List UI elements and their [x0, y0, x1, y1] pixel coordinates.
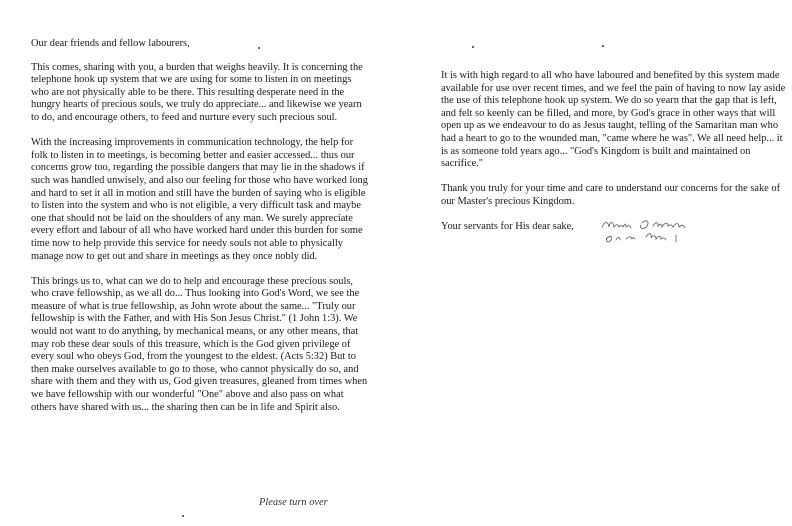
- scan-speck: [182, 515, 184, 517]
- scan-speck: [472, 46, 474, 48]
- handwritten-signatures: [598, 217, 758, 249]
- left-paragraph-1: This comes, sharing with you, a burden that weighs heavily. It is concerning the telephone hook up system that we are using for some to listen in on meetings who are not physically able to be there. This resulting desperate need in the hungry hearts of precious souls, we truly do appreciate... and likewise we yearn to do, and encourage others, to feed and nurture every such precious soul.: [31, 61, 363, 123]
- scan-speck: [258, 47, 260, 49]
- closing-row: [441, 221, 786, 251]
- salutation: Our dear friends and fellow labourers,: [31, 38, 190, 49]
- letter-left-column: [31, 38, 371, 427]
- closing-line: Your servants for His dear sake,: [441, 221, 574, 233]
- turn-over-note: Please turn over: [259, 497, 328, 508]
- left-paragraph-3: This brings us to, what can we do to help and encourage these precious souls, who crave fellowship, as we all do... Thus looking into God's Word, we see the measure of what is true fellowship, as John wrote about the same... "Truly our fellowship is with the Father, and with His Son Jesus Christ." (1 John 1:3). We would not want to do anything, by mechanical means, or any other means, that may rob these dear souls of this treasure, which is the God given privilege of every soul who obeys God, from the youngest to the eldest. (Acts 5:32) But to then make ourselves available to go to those, who cannot physically do so, and share with them and they with us, God given treasures, gleaned from times when we have fellowship with our wonderful "One" above and also pass on what others have shared with us... the sharing then can be in life and Spirit also.: [31, 275, 368, 413]
- left-paragraph-2: With the increasing improvements in communication technology, the help for folk to listen in to meetings, is becoming better and easier accessed... thus our concerns grow too, regarding the possible dangers that may lie in the shadows if such was handled unwisely, and also our feeling for those who have worked long and hard to set it all in motion and still have the burden of saying who is eligible to listen into the system and who is not eligible, a very difficult task and maybe one that should not be laid on the shoulders of any man. We surely appreciate every effort and labour of all who have worked hard under this burden for some time now to help provide this service for needy souls not able to physically manage now to get out and share in meetings as they once nobly did.: [31, 137, 368, 262]
- scan-speck: [602, 45, 604, 47]
- letter-right-column: [441, 70, 786, 251]
- right-paragraph-1: It is with high regard to all who have laboured and benefited by this system made available for use over recent times, and we feel the pain of having to now lay aside the use of this telephone hook up system. We do so yearn that the gap that is left, and felt so keenly can be filled, and more, by God's grace in other ways that will open up as we endeavour to do as Jesus taught, telling of the Samaritan man who had a heart to go to the wounded man, "came where he was". We all need help... it is as someone told years ago... "God's Kingdom is built and maintained on sacrifice.": [441, 70, 786, 170]
- right-paragraph-2: Thank you truly for your time and care to understand our concerns for the sake of our Master's precious Kingdom.: [441, 183, 781, 207]
